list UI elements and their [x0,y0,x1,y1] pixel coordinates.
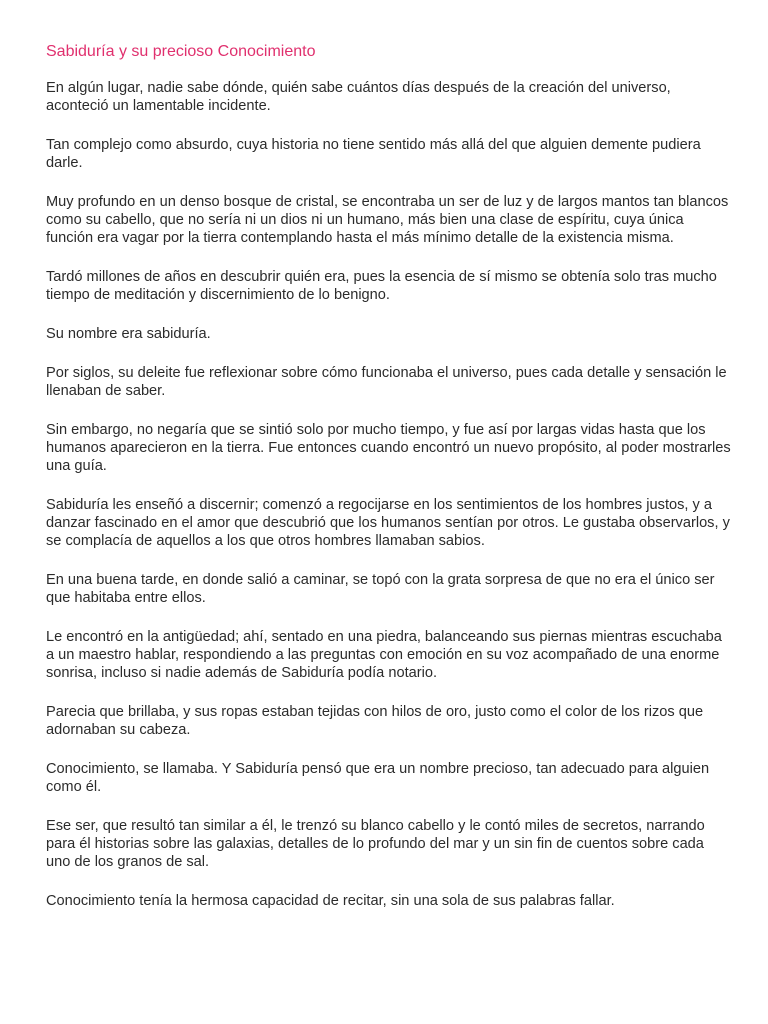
paragraph-10: Le encontró en la antigüedad; ahí, sentado en una piedra, balanceando sus piernas mientras escuchaba a un maestro hablar, respondiendo a las preguntas con emoción en su voz acompañado de una enorme sonrisa, incluso si nadie además de Sabiduría podía notario. [46,629,722,681]
paragraph-11: Parecia que brillaba, y sus ropas estaban tejidas con hilos de oro, justo como el color de los rizos que adornaban su cabeza. [46,704,704,738]
paragraph-12: Conocimiento, se llamaba. Y Sabiduría pensó que era un nombre precioso, tan adecuado para alguien como él. [46,761,710,795]
paragraph-5: Su nombre era sabiduría. [46,326,211,342]
paragraph-4: Tardó millones de años en descubrir quién era, pues la esencia de sí mismo se obtenía solo tras mucho tiempo de meditación y discernimiento de lo benigno. [46,269,717,303]
paragraph-1: En algún lugar, nadie sabe dónde, quién sabe cuántos días después de la creación del universo, aconteció un lamentable incidente. [46,80,671,114]
paragraph-6: Por siglos, su deleite fue reflexionar sobre cómo funcionaba el universo, pues cada detalle y sensación le llenaban de saber. [46,365,727,399]
paragraph-7: Sin embargo, no negaría que se sintió solo por mucho tiempo, y fue así por largas vidas hasta que los humanos aparecieron en la tierra. Fue entonces cuando encontró un nuevo propósito, al poder mostrarles una guía. [46,422,731,474]
paragraph-3: Muy profundo en un denso bosque de cristal, se encontraba un ser de luz y de largos mantos tan blancos como su cabello, que no sería ni un dios ni un humano, más bien una clase de espíritu, cuya única función era vagar por la tierra contemplando hasta el más mínimo detalle de la existencia misma. [46,194,729,246]
document-page [46,42,731,931]
paragraph-8: Sabiduría les enseñó a discernir; comenzó a regocijarse en los sentimientos de los hombres justos, y a danzar fascinado en el amor que descubrió que los humanos sentían por otros. Le gustaba observarlos, y se complacía de aquellos a los que otros hombres llamaban sabios. [46,497,730,549]
paragraph-13: Ese ser, que resultó tan similar a él, le trenzó su blanco cabello y le contó miles de secretos, narrando para él historias sobre las galaxias, detalles de lo profundo del mar y un sin fin de cuentos sobre cada uno de los granos de sal. [46,818,705,870]
paragraph-9: En una buena tarde, en donde salió a caminar, se topó con la grata sorpresa de que no era el único ser que habitaba entre ellos. [46,572,715,606]
paragraph-2: Tan complejo como absurdo, cuya historia no tiene sentido más allá del que alguien demente pudiera darle. [46,137,701,171]
document-title: Sabiduría y su precioso Conocimiento [46,43,316,60]
paragraph-14: Conocimiento tenía la hermosa capacidad de recitar, sin una sola de sus palabras fallar. [46,893,615,909]
